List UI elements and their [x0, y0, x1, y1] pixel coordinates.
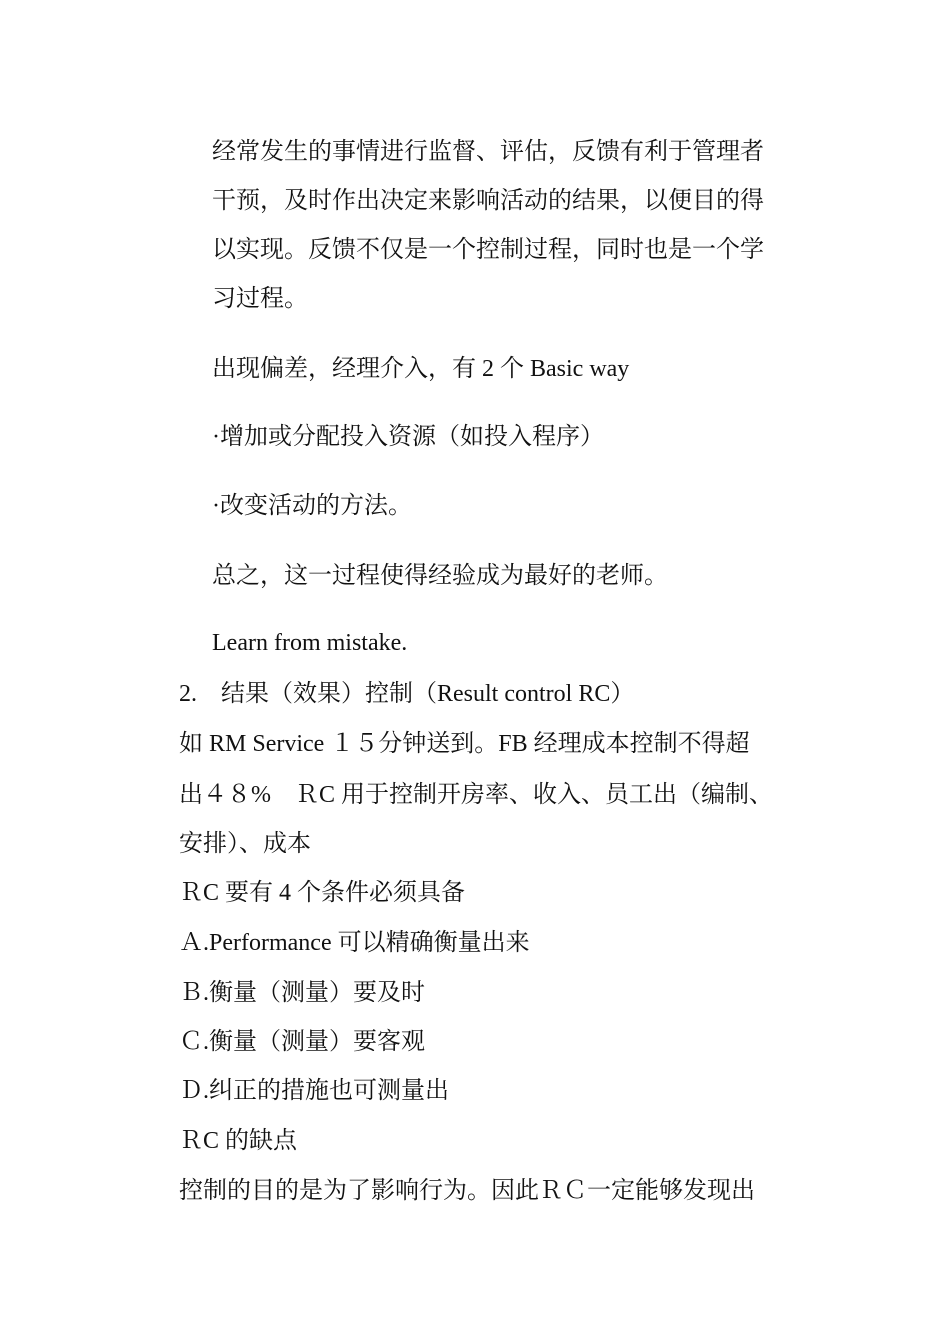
- section-2-heading: 2. 结果（效果）控制（Result control RC）: [179, 681, 635, 707]
- deviation-intro: 出现偏差，经理介入，有 2 个 Basic way: [212, 356, 630, 382]
- bullet-item-1: ·增加或分配投入资源（如投入程序）: [212, 424, 604, 450]
- condition-a: Ａ.Performance 可以精确衡量出来: [179, 930, 530, 956]
- summary-line: 总之，这一过程使得经验成为最好的老师。: [212, 563, 668, 589]
- condition-b: Ｂ.衡量（测量）要及时: [179, 980, 425, 1006]
- feedback-paragraph-line-4: 习过程。: [212, 286, 308, 312]
- example-line-1: 如 RM Service １５分钟送到。FB 经理成本控制不得超: [179, 731, 750, 757]
- example-line-2: 出４８% ＲC 用于控制开房率、收入、员工出（编制、: [179, 782, 773, 808]
- example-line-3: 安排）、成本: [179, 831, 311, 857]
- condition-c: Ｃ.衡量（测量）要客观: [179, 1029, 425, 1055]
- feedback-paragraph-line-3: 以实现。反馈不仅是一个控制过程，同时也是一个学: [212, 237, 764, 263]
- bullet-item-2: ·改变活动的方法。: [212, 493, 412, 519]
- last-line: 控制的目的是为了影响行为。因此ＲＣ一定能够发现出: [179, 1178, 755, 1204]
- rc-drawbacks-heading: ＲC 的缺点: [179, 1128, 298, 1154]
- condition-d: Ｄ.纠正的措施也可测量出: [179, 1078, 449, 1104]
- conditions-intro: ＲC 要有 4 个条件必须具备: [179, 880, 466, 906]
- learn-line: Learn from mistake.: [212, 630, 408, 656]
- feedback-paragraph-line-1: 经常发生的事情进行监督、评估，反馈有利于管理者: [212, 139, 764, 165]
- feedback-paragraph-line-2: 干预，及时作出决定来影响活动的结果，以便目的得: [212, 188, 764, 214]
